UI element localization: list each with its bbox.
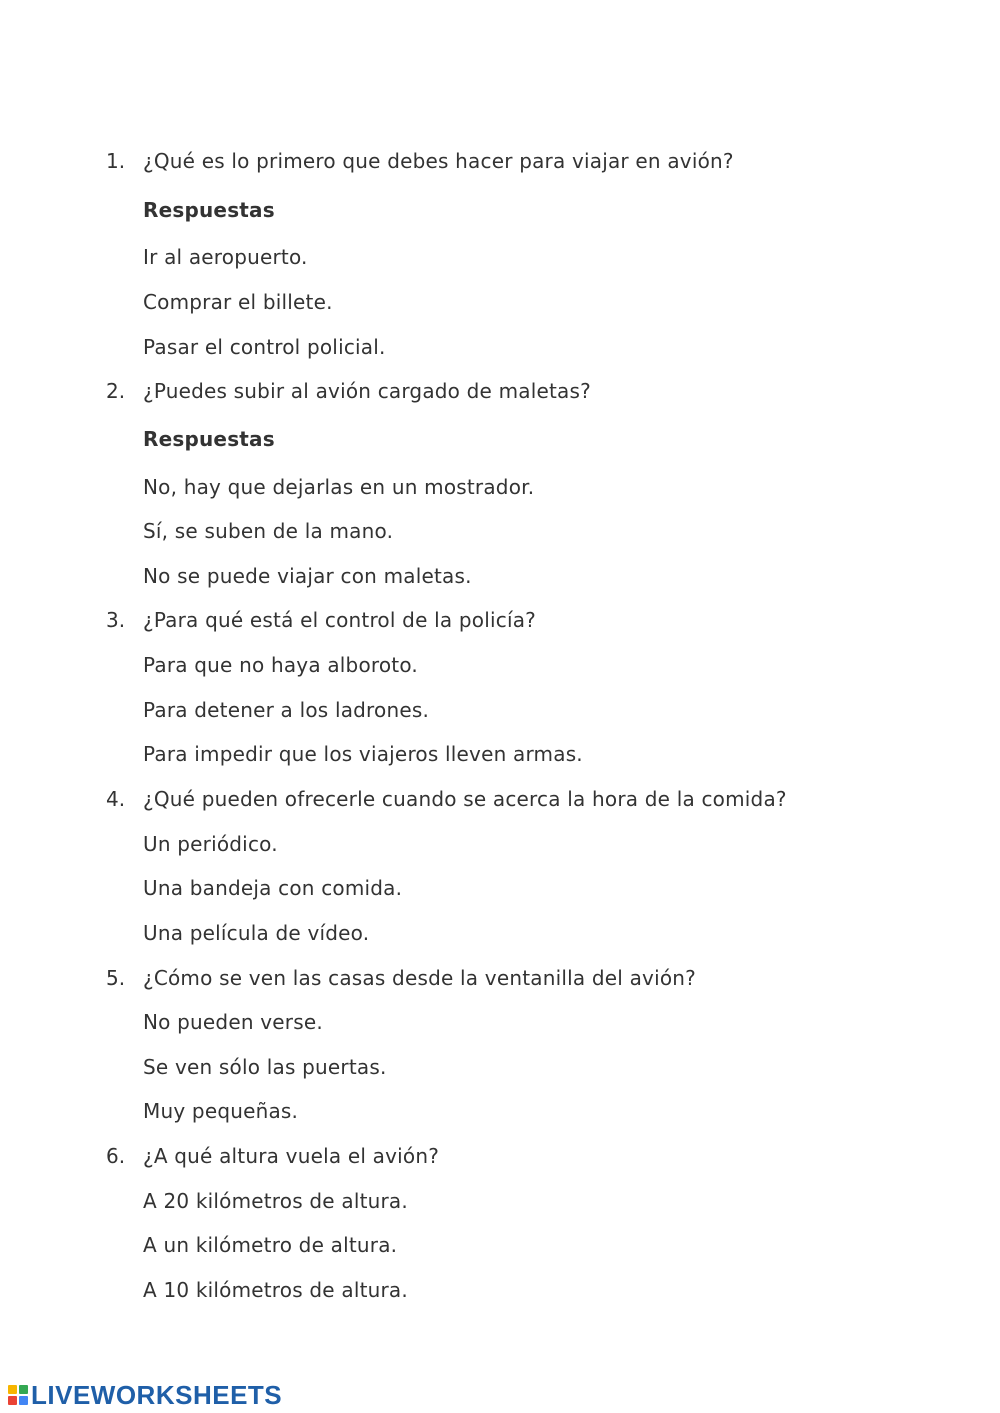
question-text: ¿Cómo se ven las casas desde la ventanilla del avión?: [143, 966, 696, 990]
answer-option[interactable]: Para detener a los ladrones.: [143, 698, 430, 722]
logo-square-icon: [8, 1396, 17, 1405]
answer-option[interactable]: Un periódico.: [143, 832, 278, 856]
question-number: 6.: [106, 1144, 126, 1168]
question-number: 3.: [106, 608, 126, 632]
logo-grid-icon: [8, 1385, 28, 1405]
answer-option[interactable]: A 10 kilómetros de altura.: [143, 1278, 408, 1302]
answer-option[interactable]: Ir al aeropuerto.: [143, 245, 308, 269]
answer-option[interactable]: A 20 kilómetros de altura.: [143, 1189, 408, 1213]
answer-option[interactable]: Una película de vídeo.: [143, 921, 370, 945]
logo-text: LIVEWORKSHEETS: [31, 1379, 283, 1410]
logo-square-icon: [8, 1385, 17, 1394]
answer-option[interactable]: Una bandeja con comida.: [143, 876, 403, 900]
question-text: ¿Puedes subir al avión cargado de maletas?: [143, 379, 591, 403]
answer-option[interactable]: Comprar el billete.: [143, 290, 333, 314]
answer-option[interactable]: Sí, se suben de la mano.: [143, 519, 394, 543]
answers-header: Respuestas: [143, 198, 275, 222]
answer-option[interactable]: Se ven sólo las puertas.: [143, 1055, 387, 1079]
question-number: 4.: [106, 787, 126, 811]
logo-square-icon: [19, 1385, 28, 1394]
question-text: ¿Qué pueden ofrecerle cuando se acerca la hora de la comida?: [143, 787, 787, 811]
liveworksheets-logo[interactable]: [8, 1381, 282, 1409]
answer-option[interactable]: Para impedir que los viajeros lleven armas.: [143, 742, 583, 766]
question-number: 1.: [106, 149, 126, 173]
answer-option[interactable]: A un kilómetro de altura.: [143, 1233, 398, 1257]
question-text: ¿Para qué está el control de la policía?: [143, 608, 536, 632]
logo-square-icon: [19, 1396, 28, 1405]
answer-option[interactable]: No se puede viajar con maletas.: [143, 564, 472, 588]
answer-option[interactable]: No pueden verse.: [143, 1010, 323, 1034]
question-number: 2.: [106, 379, 126, 403]
answer-option[interactable]: Para que no haya alboroto.: [143, 653, 418, 677]
question-text: ¿A qué altura vuela el avión?: [143, 1144, 440, 1168]
answer-option[interactable]: Pasar el control policial.: [143, 335, 386, 359]
answer-option[interactable]: No, hay que dejarlas en un mostrador.: [143, 475, 535, 499]
answer-option[interactable]: Muy pequeñas.: [143, 1099, 299, 1123]
question-number: 5.: [106, 966, 126, 990]
question-text: ¿Qué es lo primero que debes hacer para viajar en avión?: [143, 149, 734, 173]
answers-header: Respuestas: [143, 427, 275, 451]
